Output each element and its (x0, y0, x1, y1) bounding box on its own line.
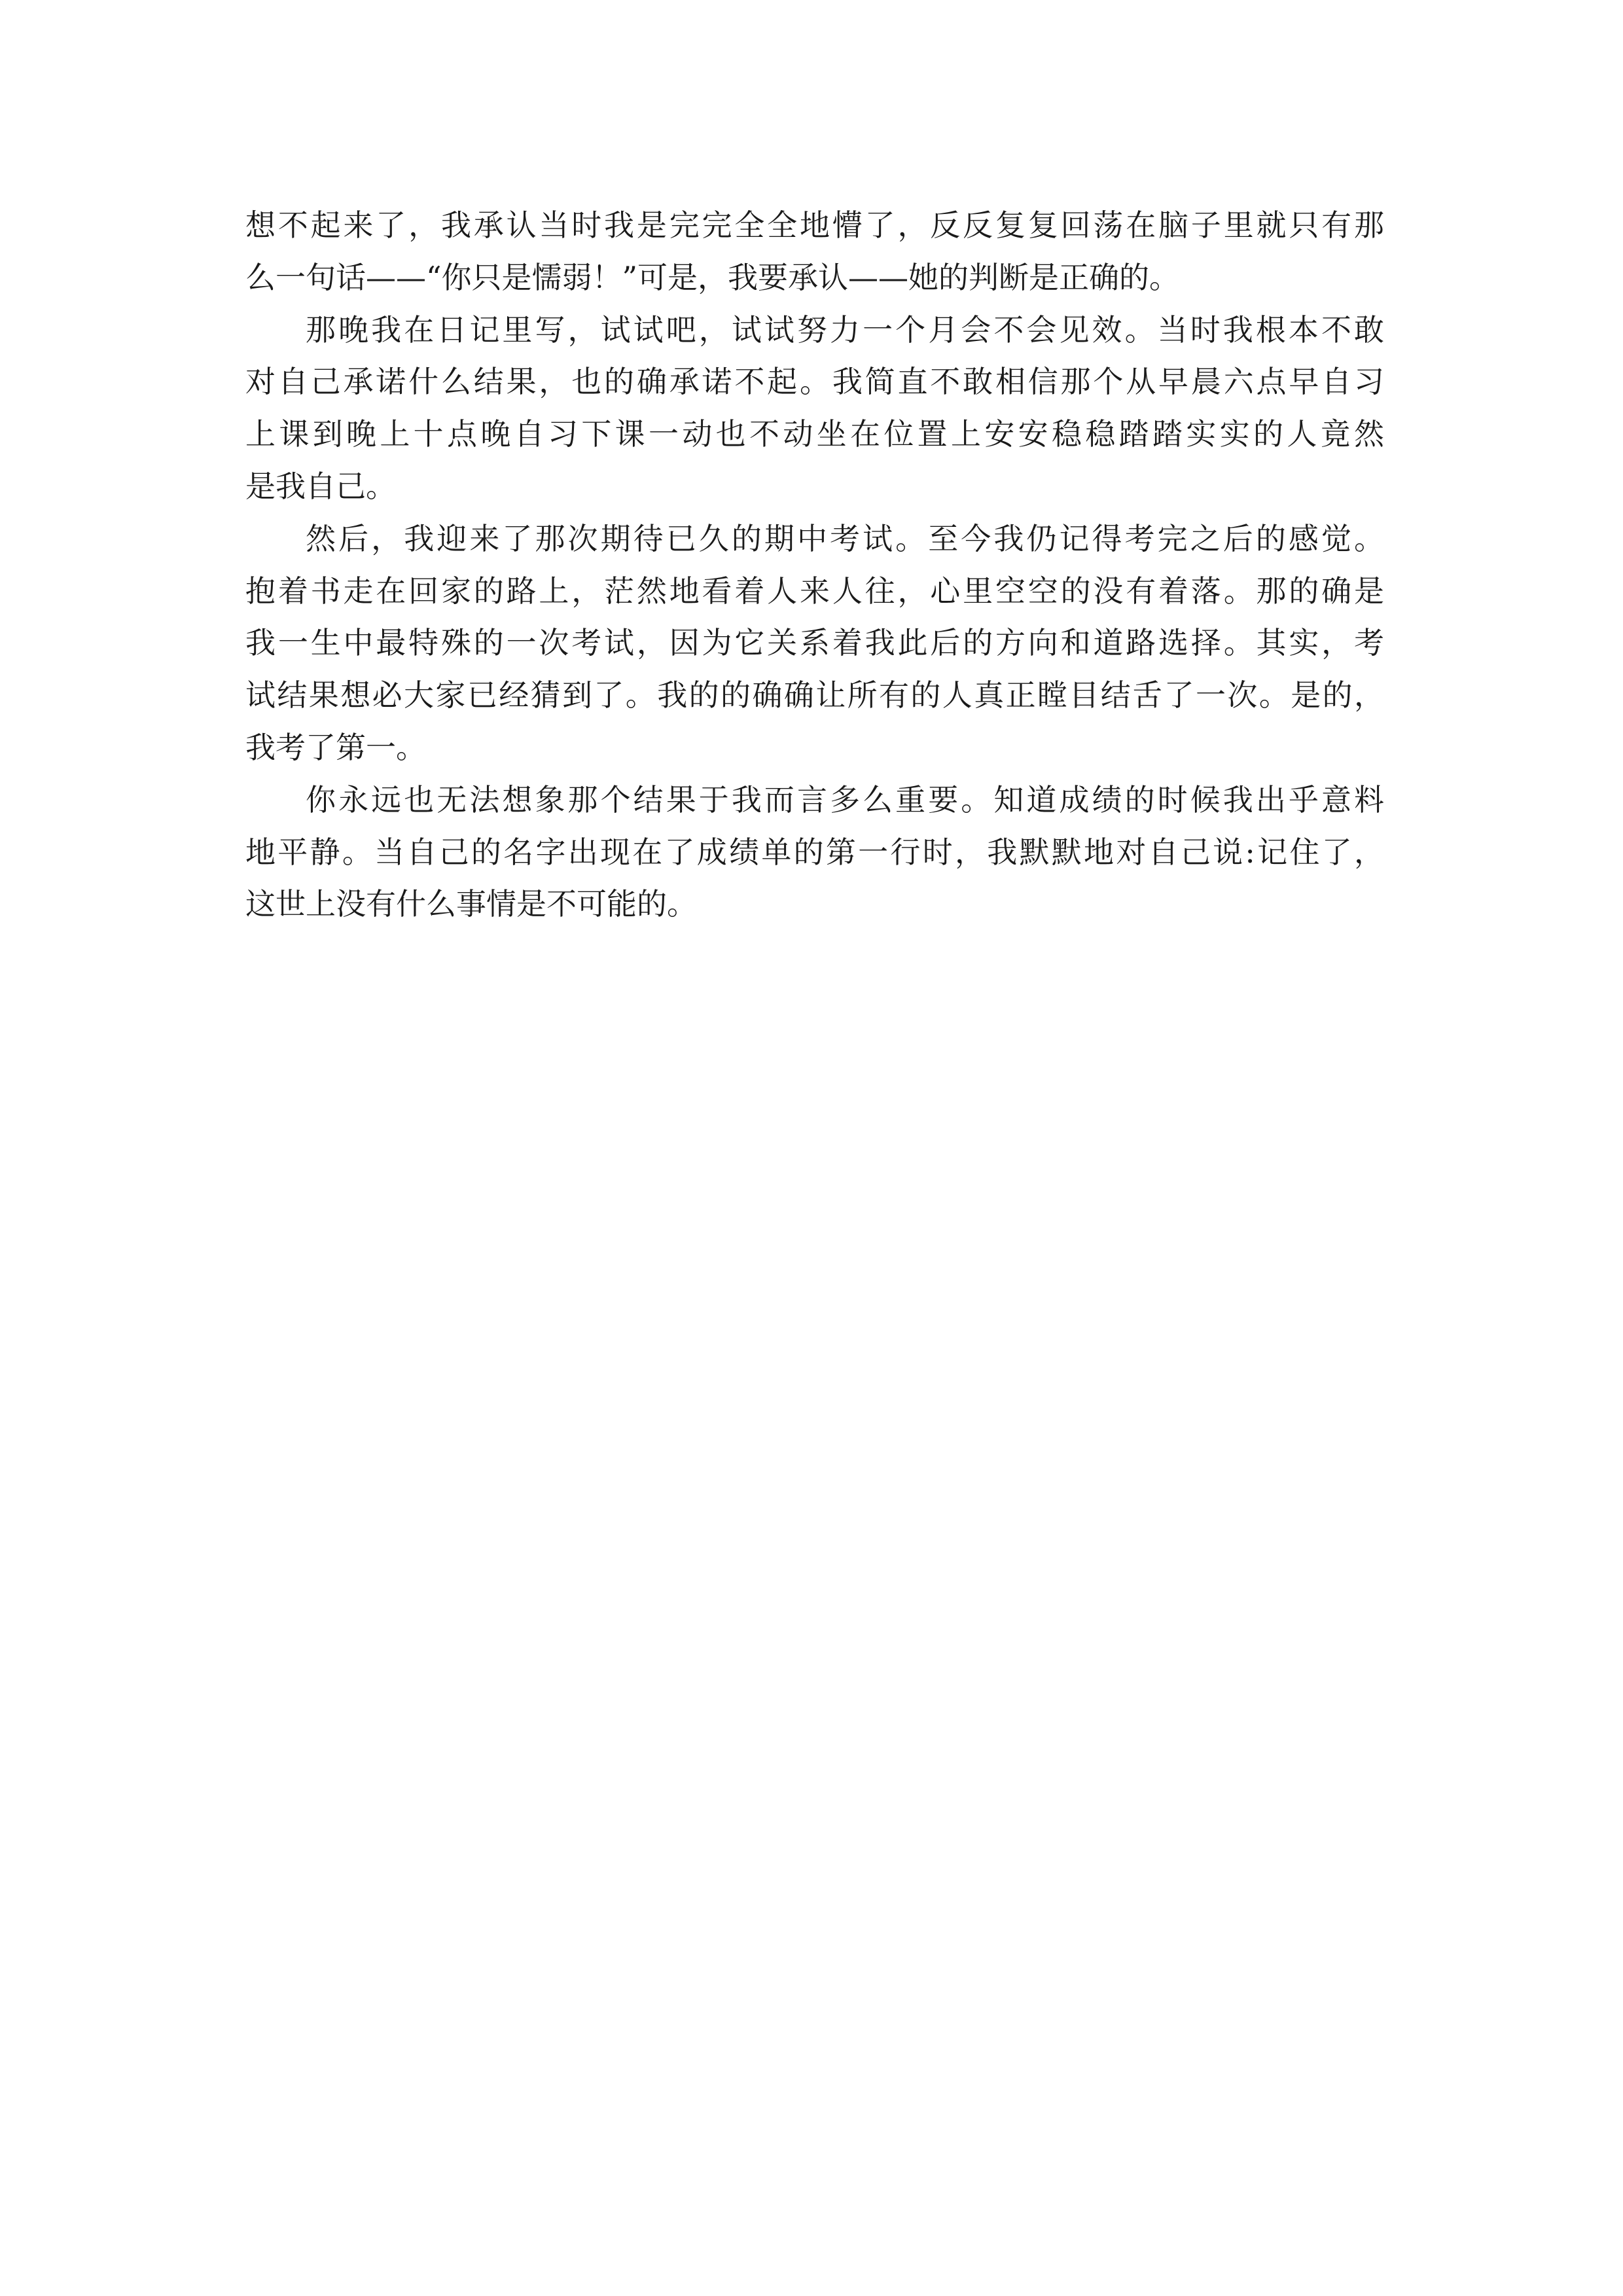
text-line: 抱着书走在回家的路上，茫然地看着人来人往，心里空空的没有着落。那的确是 (245, 573, 1384, 609)
paragraph-2 (245, 304, 1384, 513)
text-line: 你永远也无法想象那个结果于我而言多么重要。知道成绩的时候我出乎意料 (306, 781, 1384, 817)
text-line: 是我自己。 (245, 468, 396, 504)
text-line: 我一生中最特殊的一次考试，因为它关系着我此后的方向和道路选择。其实，考 (245, 625, 1384, 661)
text-line: 我考了第一。 (245, 729, 426, 765)
body-text (245, 200, 1384, 931)
text-line: 试结果想必大家已经猜到了。我的的确确让所有的人真正瞠目结舌了一次。是的， (245, 677, 1384, 713)
text-line: 地平静。当自己的名字出现在了成绩单的第一行时，我默默地对自己说:记住了， (245, 834, 1384, 870)
text-line: 对自己承诺什么结果，也的确承诺不起。我简直不敢相信那个从早晨六点早自习 (245, 364, 1384, 400)
paragraph-1 (245, 200, 1384, 304)
text-line: 想不起来了，我承认当时我是完完全全地懵了，反反复复回荡在脑子里就只有那 (245, 207, 1384, 243)
text-line: 然后，我迎来了那次期待已久的期中考试。至今我仍记得考完之后的感觉。 (306, 520, 1384, 556)
paragraph-3 (245, 513, 1384, 774)
text-line: 那晚我在日记里写，试试吧，试试努力一个月会不会见效。当时我根本不敢 (306, 312, 1384, 348)
paragraph-4 (245, 774, 1384, 931)
text-line: 上课到晚上十点晚自习下课一动也不动坐在位置上安安稳稳踏踏实实的人竟然 (245, 416, 1384, 452)
text-line: 这世上没有什么事情是不可能的。 (245, 886, 697, 922)
text-line: 么一句话——“你只是懦弱！”可是，我要承认——她的判断是正确的。 (245, 259, 1180, 295)
